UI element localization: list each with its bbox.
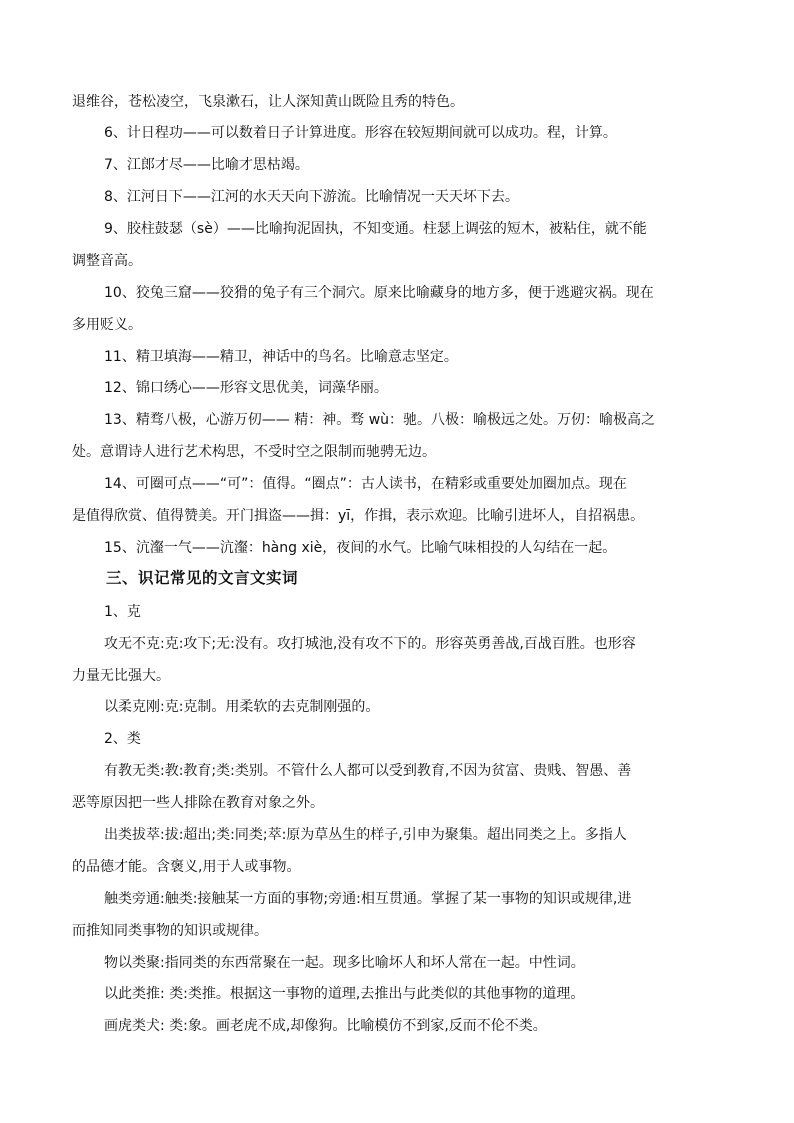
text-line: 退维谷，苍松凌空，飞泉漱石，让人深知黄山既险且秀的特色。: [72, 94, 464, 110]
text-line: 力量无比强大。: [72, 668, 170, 684]
idiom-entry-15: 15、沆瀣一气——沆瀣：hàng xiè，夜间的水气。比喻气味相投的人勾结在一起。: [104, 540, 617, 556]
idiom-entry-12: 12、锦口绣心——形容文思优美，词藻华丽。: [104, 380, 388, 396]
text-line: 而推知同类事物的知识或规律。: [72, 923, 268, 939]
idiom-entry-11: 11、精卫填海——精卫，神话中的鸟名。比喻意志坚定。: [104, 349, 458, 365]
word-entry: 以此类推: 类:类推。根据这一事物的道理,去推出与此类似的其他事物的道理。: [104, 986, 585, 1002]
idiom-entry-8: 8、江河日下——江河的水天天向下游流。比喻情况一天天坏下去。: [104, 189, 519, 205]
idiom-entry-6: 6、计日程功——可以数着日子计算进度。形容在较短期间就可以成功。程，计算。: [104, 125, 617, 141]
text-line: 的品德才能。含褒义,用于人或事物。: [72, 859, 301, 875]
text-line: 多用贬义。: [72, 317, 142, 333]
word-entry: 画虎类犬: 类:象。画老虎不成,却像狗。比喻模仿不到家,反而不伦不类。: [104, 1018, 547, 1034]
idiom-entry-7: 7、江郎才尽——比喻才思枯竭。: [104, 157, 309, 173]
text-line: 恶等原因把一些人排除在教育对象之外。: [72, 795, 324, 811]
word-entry: 出类拔萃:拔:超出;类:同类;萃:原为草丛生的样子,引申为聚集。超出同类之上。多指人: [104, 827, 627, 843]
idiom-entry-10: 10、狡兔三窟——狡猾的兔子有三个洞穴。原来比喻藏身的地方多，便于逃避灾祸。现在: [104, 285, 654, 301]
idiom-entry-13: 13、精骛八极，心游万仞—— 精：神。骛 wù：驰。八极：喻极远之处。万仞：喻极高之: [104, 412, 656, 428]
idiom-entry-9: 9、胶柱鼓瑟（sè）——比喻拘泥固执，不知变通。柱瑟上调弦的短木，被粘住，就不能: [104, 221, 647, 237]
subsection-heading: 1、克: [104, 604, 141, 620]
subsection-heading: 2、类: [104, 731, 141, 747]
idiom-entry-14: 14、可圈可点——“可”：值得。“圈点”：古人读书，在精彩或重要处加圈加点。现在: [104, 476, 627, 492]
text-line: 是值得欣赏、值得赞美。开门揖盗——揖：yī，作揖，表示欢迎。比喻引进坏人，自招祸患。: [72, 508, 645, 524]
text-line: 调整音高。: [72, 253, 142, 269]
word-entry: 有教无类:教:教育;类:类别。不管什么人都可以受到教育,不因为贫富、贵贱、智愚、善: [104, 763, 632, 779]
text-line: 处。意谓诗人进行艺术构思，不受时空之限制而驰骋无边。: [72, 444, 436, 460]
section-heading: 三、识记常见的文言文实词: [106, 569, 299, 587]
word-entry: 以柔克刚:克:克制。用柔软的去克制刚强的。: [104, 699, 380, 715]
word-entry: 攻无不克:克:攻下;无:没有。攻打城池,没有攻不下的。形容英勇善战,百战百胜。也形容: [104, 636, 636, 652]
word-entry: 触类旁通:触类:接触某一方面的事物;旁通:相互贯通。掌握了某一事物的知识或规律,进: [104, 891, 632, 907]
word-entry: 物以类聚:指同类的东西常聚在一起。现多比喻坏人和坏人常在一起。中性词。: [104, 955, 585, 971]
